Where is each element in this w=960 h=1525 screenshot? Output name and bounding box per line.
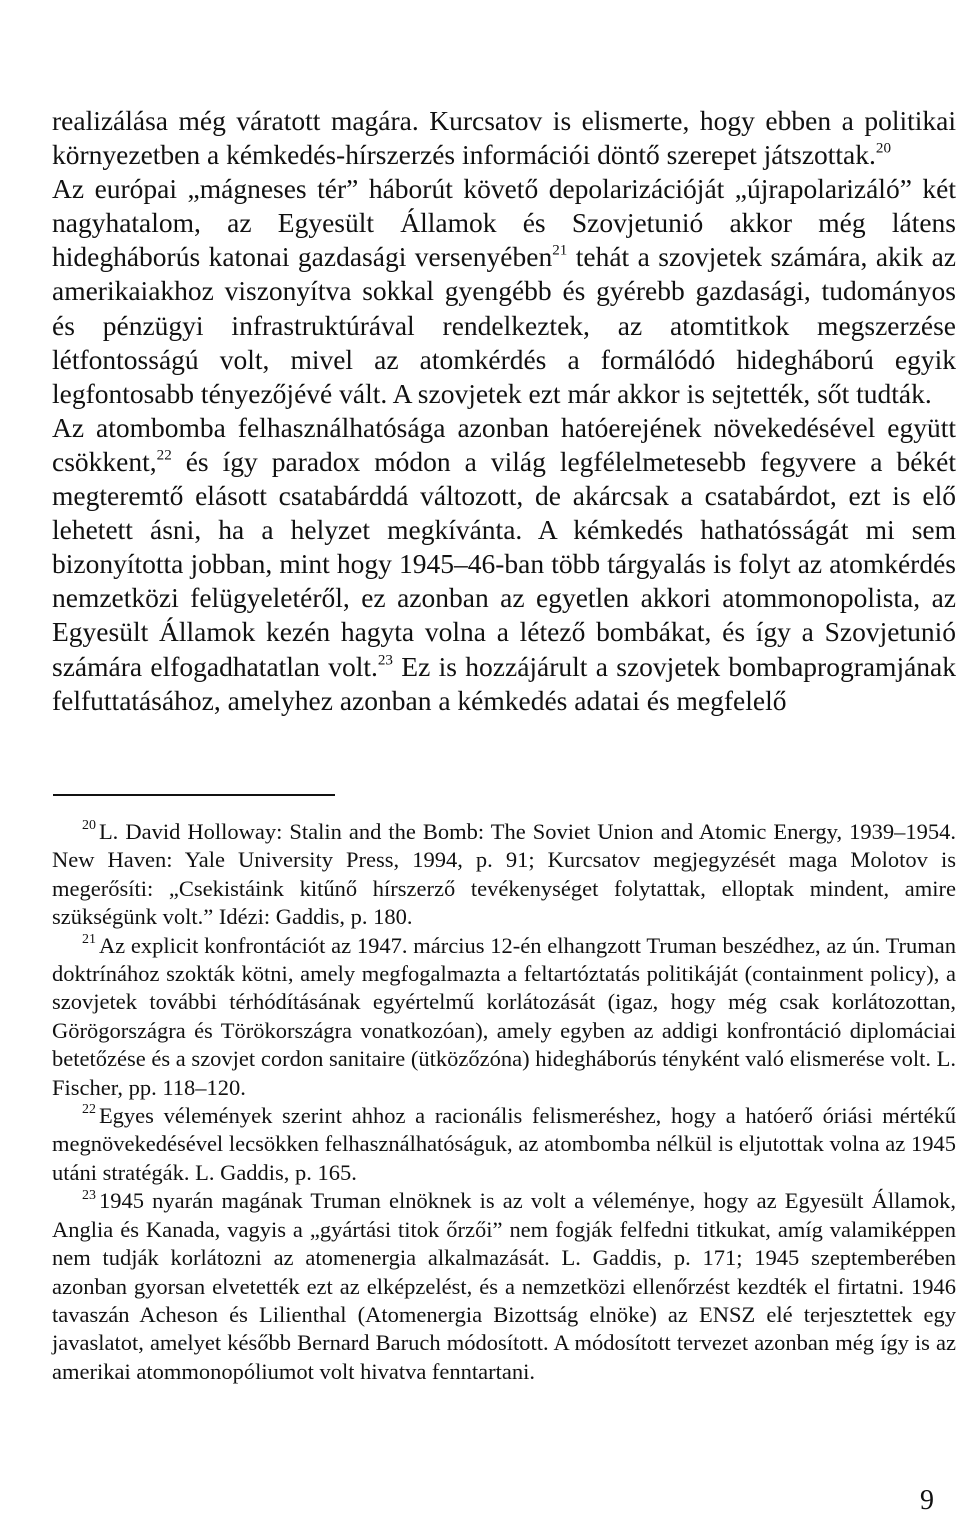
paragraph-3 (52, 411, 956, 718)
footnote-number: 21 (82, 931, 96, 947)
footnote-number: 20 (82, 818, 96, 834)
paragraph-text: tehát a szovjetek számára, akik az amerikaiakhoz viszonyítva sokkal gyengébb és gyérebb gazdasági, tudományos és pénzügyi infrastruktúrával rendelkeztek, az atomtitkok megszerzése létfontosságú volt, mivel az atomkérdés a formálódó hidegháború egyik legfontosabb tényezőjévé vált. A szovjetek ezt már akkor is sejtették, sőt tudták. (52, 241, 956, 409)
footnote-text: Egyes vélemények szerint ahhoz a racionális felismeréshez, hogy a hatóerő óriási mértékű megnövekedésével lecsökken felhasználhatóságuk, az atombomba nélkül is eljutottak volna az 1945 utáni stratégák. L. Gaddis, p. 165. (52, 1103, 956, 1185)
footnotes (52, 818, 956, 1386)
footnote-text: Az explicit konfrontációt az 1947. március 12-én elhangzott Truman beszédhez, az ún. Truman doktrínához szokták kötni, amely megfogalmazta a feltartóztatás politikáját (containment policy), a szovjetek további térhódításának egyértelmű korlátozását (igaz, hogy még csak korlátozottan, Görögországra és Törökországra vonatkozóan), amely egyben az addigi konfrontáció diplomáciai betetőzése és a szovjet cordon sanitaire (ütközőzóna) hidegháborús tényként való elismerése volt. L. Fischer, pp. 118–120. (52, 932, 956, 1100)
footnote-number: 22 (82, 1102, 96, 1118)
paragraph-text: realizálása még váratott magára. Kurcsatov is elismerte, hogy ebben a politikai környezetben a kémkedés-hírszerzés információi döntő szerepet játszottak. (52, 105, 956, 171)
footnote-text: L. David Holloway: Stalin and the Bomb: The Soviet Union and Atomic Energy, 1939–1954. New Haven: Yale University Press, 1994, p. 91; Kurcsatov megjegyzését maga Molotov is megerősíti: „Csekistáink kitűnő hírszerző tevékenységet folytattak, elloptak mindent, amire szükségünk volt.” Idézi: Gaddis, p. 180. (52, 819, 956, 930)
paragraph-text: Ez is hozzájárult a szovjetek bombaprogramjának felfuttatásához, amelyhez azonban a kémkedés adatai és megfelelő (52, 650, 956, 716)
footnote-ref-21: 21 (552, 243, 568, 260)
footnote-ref-23: 23 (377, 652, 393, 669)
footnote-number: 23 (82, 1187, 96, 1203)
footnote-text: 1945 nyarán magának Truman elnöknek is az volt a véleménye, hogy az Egyesült Államok, Anglia és Kanada, vagyis a „gyártási titok őrzői” nem fogják felfedni titkukat, amíg valamiképpen nem tudják korlátozni az atomenergia alkalmazását. L. Gaddis, p. 171; 1945 szeptemberében azonban gyorsan elvetették ezt az elképzelést, és a nemzetközi ellenőrzést kezdték el firtatni. 1946 tavaszán Acheson és Lilienthal (Atomenergia Bizottság elnöke) az ENSZ elé terjesztettek egy javaslatot, amelyet később Bernard Baruch módosított. A módosított tervezet azonban még így is az amerikai atommonopóliumot volt hivatva fenntartani. (52, 1188, 956, 1384)
footnote-23 (52, 1187, 956, 1386)
paragraph-2 (52, 172, 956, 411)
paragraph-text: és így paradox módon a világ legfélelmetesebb fegyvere a békét megteremtő elásott csatabárddá változott, de akárcsak a csatabárdot, ezt is elő lehetett ásni, ha a helyzet megkívánta. A kémkedés hathatósságát mi sem bizonyította jobban, mint hogy 1945–46-ban több tárgyalás is folyt az atomkérdés nemzetközi felügyeletéről, ez azonban az egyetlen akkori atommonopolista, az Egyesült Államok kezén hagyta volna a létező bombákat, és így a Szovjetunió számára elfogadhatatlan volt. (52, 445, 956, 682)
paragraph-text: Az európai „mágneses tér” háborút követő depolarizációját „újrapolarizáló” két nagyhatalom, az Egyesült Államok és Szovjetunió akkor még látens hidegháborús katonai gazdasági versenyében (52, 173, 956, 273)
footnote-22 (52, 1102, 956, 1187)
footnote-ref-22: 22 (156, 447, 172, 464)
paragraph-text: Az atombomba felhasználhatósága azonban hatóerejének növekedésével együtt csökkent, (52, 411, 956, 477)
footnote-21 (52, 932, 956, 1102)
footnote-20 (52, 818, 956, 932)
paragraph-1 (52, 104, 956, 172)
page-number: 9 (920, 1485, 934, 1516)
footnote-ref-20: 20 (875, 140, 891, 157)
footnote-separator (53, 794, 335, 796)
main-text (52, 104, 956, 718)
